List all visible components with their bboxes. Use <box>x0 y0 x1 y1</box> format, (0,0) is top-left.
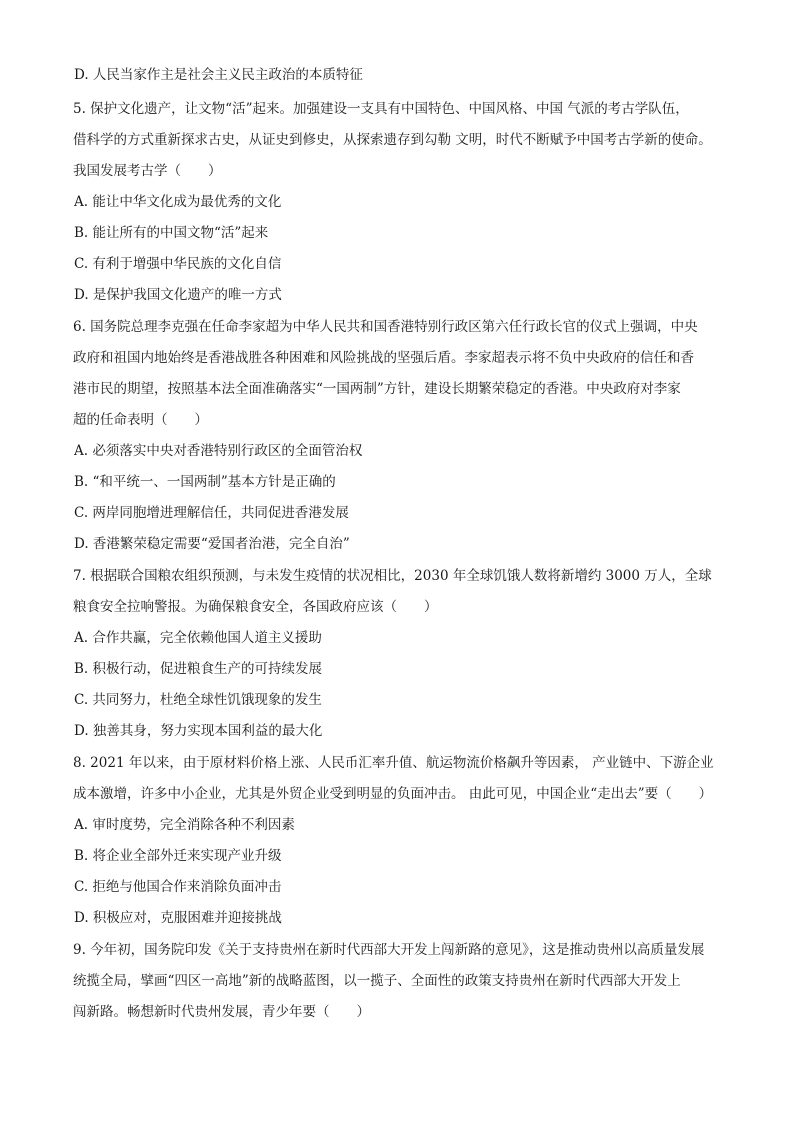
q4-option-d: D. 人民当家作主是社会主义民主政治的本质特征 <box>74 67 363 83</box>
q8-stem-line-2: 成本激增，许多中小企业，尤其是外贸企业受到明显的负面冲击。 由此可见，中国企业“走出去”要（ ） <box>73 786 713 802</box>
q6-stem-line-3: 港市民的期望，按照基本法全面准确落实“一国两制”方针，建设长期繁荣稳定的香港。中央政府对李家 <box>73 381 681 397</box>
q5-option-d: D. 是保护我国文化遗产的唯一方式 <box>74 287 282 303</box>
q5-option-b: B. 能让所有的中国文物“活”起来 <box>74 225 269 241</box>
q6-stem-line-2: 政府和祖国内地始终是香港战胜各种困难和风险挑战的坚强后盾。李家超表示将不负中央政府的信任和香 <box>73 350 694 366</box>
q9-stem-line-1: 9. 今年初，国务院印发《关于支持贵州在新时代西部大开发上闯新路的意见》，这是推动贵州以高质量发展 <box>73 942 705 958</box>
q6-option-d: D. 香港繁荣稳定需要“爱国者治港，完全自治” <box>74 536 350 552</box>
q5-stem-line-3: 我国发展考古学（ ） <box>73 163 222 179</box>
q8-option-b: B. 将企业全部外迁来实现产业升级 <box>74 848 282 864</box>
q8-option-c: C. 拒绝与他国合作来消除负面冲击 <box>74 879 282 895</box>
q5-option-c: C. 有利于增强中华民族的文化自信 <box>74 256 282 272</box>
q5-option-a: A. 能让中华文化成为最优秀的文化 <box>74 194 282 210</box>
q7-stem-line-1: 7. 根据联合国粮农组织预测，与未发生疫情的状况相比，2030 年全球饥饿人数将新增约 3000 万人，全球 <box>73 568 712 584</box>
q6-option-a: A. 必须落实中央对香港特别行政区的全面管治权 <box>74 443 363 459</box>
q7-option-c: C. 共同努力，杜绝全球性饥饿现象的发生 <box>74 692 322 708</box>
q7-stem-line-2: 粮食安全拉响警报。为确保粮食安全，各国政府应该（ ） <box>73 599 438 615</box>
q6-option-b: B. “和平统一、一国两制”基本方针是正确的 <box>74 474 336 490</box>
q6-option-c: C. 两岸同胞增进理解信任，共同促进香港发展 <box>74 505 349 521</box>
q6-stem-line-4: 超的任命表明（ ） <box>73 412 208 428</box>
q8-option-d: D. 积极应对，克服困难并迎接挑战 <box>74 910 282 926</box>
q9-stem-line-2: 统揽全局，擘画“四区一高地”新的战略蓝图，以一揽子、全面性的政策支持贵州在新时代西部大开发上 <box>73 973 681 989</box>
q7-option-b: B. 积极行动，促进粮食生产的可持续发展 <box>74 661 323 677</box>
q7-option-a: A. 合作共赢，完全依赖他国人道主义援助 <box>74 630 322 646</box>
q9-stem-line-3: 闯新路。畅想新时代贵州发展，青少年要（ ） <box>73 1004 370 1020</box>
q8-option-a: A. 审时度势，完全消除各种不利因素 <box>74 817 295 833</box>
q8-stem-line-1: 8. 2021 年以来，由于原材料价格上涨、人民币汇率升值、航运物流价格飙升等因素， 产业链中、下游企业 <box>73 755 714 771</box>
q6-stem-line-1: 6. 国务院总理李克强在任命李家超为中华人民共和国香港特别行政区第六任行政长官的仪式上强调，中央 <box>73 319 698 335</box>
q5-stem-line-2: 借科学的方式重新探求古史，从证史到修史，从探索遗存到勾勒 文明，时代不断赋予中国考古学新的使命。 <box>73 132 712 148</box>
q7-option-d: D. 独善其身，努力实现本国利益的最大化 <box>74 723 323 739</box>
q5-stem-line-1: 5. 保护文化遗产，让文物“活”起来。加强建设一支具有中国特色、中国风格、中国 气派的考古学队伍， <box>73 101 689 117</box>
